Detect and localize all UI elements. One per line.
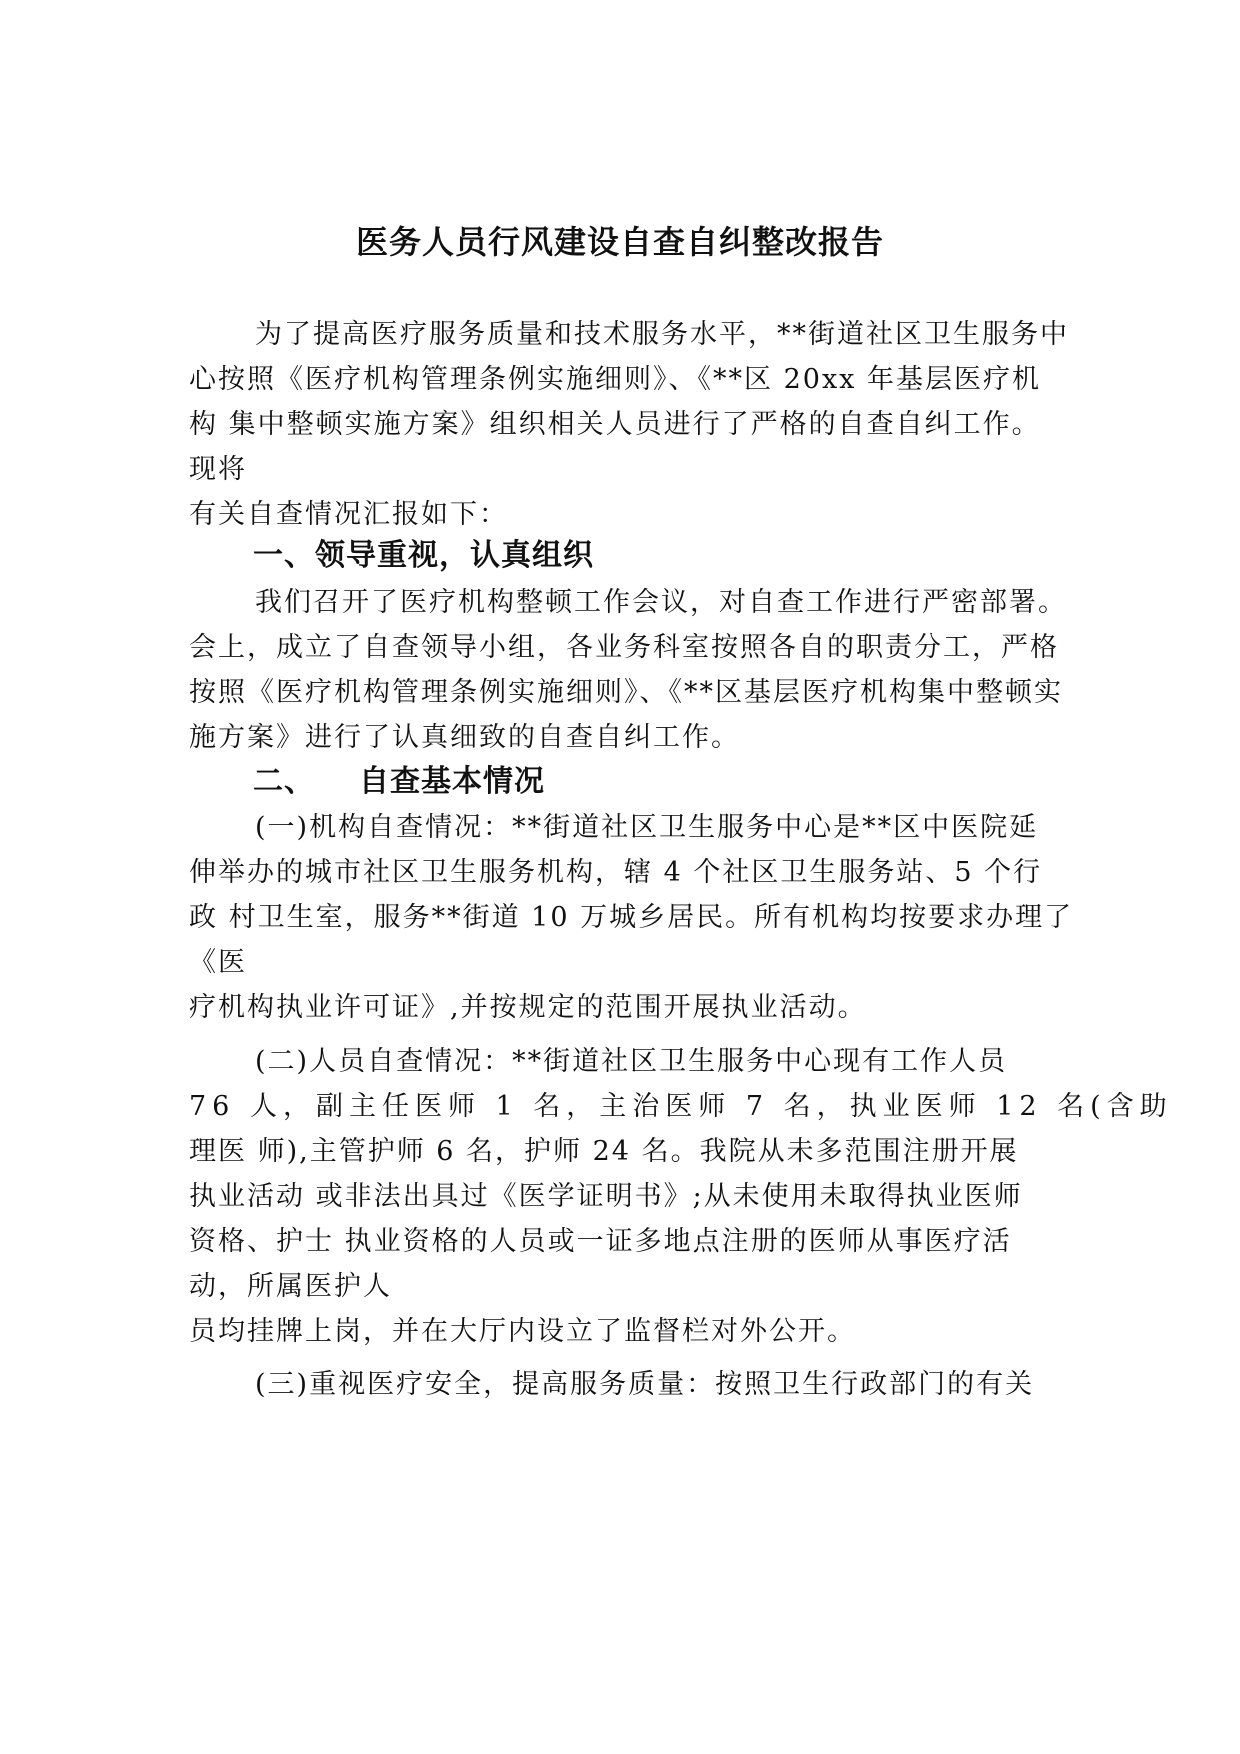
section-2-para-1-line-4: 《医 — [189, 947, 247, 978]
section-1-line-2: 会上，成立了自查领导小组，各业务科室按照各自的职责分工，严格 — [189, 632, 1059, 663]
section-2-para-1-line-5: 疗机构执业许可证》,并按规定的范围开展执业活动。 — [189, 992, 867, 1023]
section-2-para-3-line-1: (三)重视医疗安全，提高服务质量：按照卫生行政部门的有关 — [255, 1369, 1035, 1400]
section-2-para-2-line-6: 动，所属医护人 — [189, 1271, 392, 1302]
section-2-heading-number: 二、 — [253, 764, 315, 799]
intro-line-3: 构 集中整顿实施方案》组织相关人员进行了严格的自查自纠工作。 — [189, 409, 1041, 440]
section-2-para-2-line-5: 资格、护士 执业资格的人员或一证多地点注册的医师从事医疗活 — [189, 1226, 1012, 1257]
section-1-line-3: 按照《医疗机构管理条例实施细则》、《**区基层医疗机构集中整顿实 — [189, 677, 1063, 708]
section-1-line-4: 施方案》进行了认真细致的自查自纠工作。 — [189, 722, 740, 753]
document-title: 医务人员行风建设自查自纠整改报告 — [355, 223, 884, 261]
intro-line-4: 现将 — [189, 454, 247, 485]
section-2-para-2-line-1: (二)人员自查情况：**街道社区卫生服务中心现有工作人员 — [255, 1046, 1008, 1077]
section-2-para-1-line-1: (一)机构自查情况：**街道社区卫生服务中心是**区中医院延 — [255, 812, 1039, 843]
section-1-heading: 一、领导重视，认真组织 — [253, 538, 594, 573]
section-1-line-1: 我们召开了医疗机构整顿工作会议，对自查工作进行严密部署。 — [255, 587, 1067, 618]
section-2-para-1-line-2: 伸举办的城市社区卫生服务机构，辖 4 个社区卫生服务站、5 个行 — [189, 857, 1043, 888]
section-2-heading — [253, 762, 545, 802]
section-2-para-1-line-3: 政 村卫生室，服务**街道 10 万城乡居民。所有机构均按要求办理了 — [189, 902, 1074, 933]
intro-line-2: 心按照《医疗机构管理条例实施细则》、《**区 20xx 年基层医疗机 — [189, 364, 1041, 395]
section-2-para-2-line-3: 理医 师),主管护师 6 名，护师 24 名。我院从未多范围注册开展 — [189, 1136, 1019, 1167]
section-2-para-2-line-2: 76 人，副主任医师 1 名，主治医师 7 名，执业医师 12 名(含助 — [189, 1091, 1173, 1122]
section-2-para-2-line-7: 员均挂牌上岗，并在大厅内设立了监督栏对外公开。 — [189, 1316, 856, 1347]
intro-line-5: 有关自查情况汇报如下： — [189, 499, 508, 530]
intro-line-1: 为了提高医疗服务质量和技术服务水平，**街道社区卫生服务中 — [255, 319, 1069, 350]
section-2-heading-text: 自查基本情况 — [359, 764, 545, 799]
section-2-para-2-line-4: 执业活动 或非法出具过《医学证明书》;从未使用未取得执业医师 — [189, 1181, 1023, 1212]
